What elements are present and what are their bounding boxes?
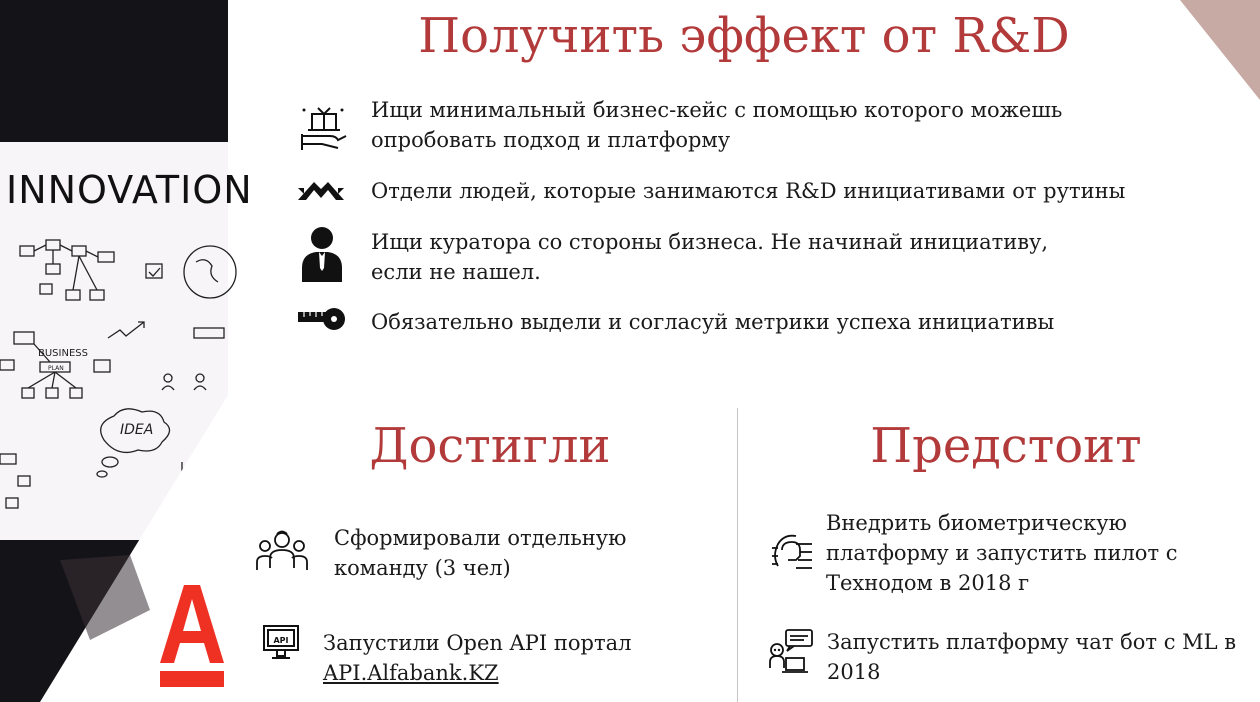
api-monitor-icon (262, 624, 300, 662)
svg-text:API: API (273, 636, 289, 645)
upcoming-text: Внедрить биометрическую (826, 511, 1127, 535)
board-title: INNOVATION (6, 168, 253, 212)
achieved-item-team (334, 523, 734, 583)
tip-text: если не нашел. (371, 260, 541, 284)
upcoming-text: Запустить платформу чат бот с ML в (827, 630, 1237, 654)
face-scan-icon (770, 530, 814, 574)
achieved-text: команду (3 чел) (334, 556, 511, 580)
tip-item (371, 176, 1231, 206)
upcoming-text: 2018 (827, 660, 881, 684)
business-label: BUSINESS (38, 348, 88, 359)
tip-item (371, 95, 1231, 155)
upcoming-item-chatbot (827, 627, 1247, 687)
tip-item (371, 307, 1231, 337)
tip-text: Ищи минимальный бизнес-кейс с помощью которого можешь (371, 98, 1063, 122)
tip-text: Отдели людей, которые занимаются R&D инициативами от рутины (371, 179, 1126, 203)
tip-text: опробовать подход и платформу (371, 128, 731, 152)
achieved-text: Сформировали отдельную (334, 526, 627, 550)
plan-label: PLAN (48, 365, 64, 372)
slide-title: Получить эффект от R&D (418, 8, 1070, 64)
upcoming-item-biometric (826, 508, 1246, 598)
achieved-heading: Достигли (369, 418, 611, 474)
chatbot-icon (768, 628, 816, 676)
alfa-logo (160, 585, 224, 687)
column-divider (737, 408, 738, 702)
achieved-item-api (323, 628, 733, 688)
idea-label: IDEA (120, 422, 154, 438)
businessman-icon (300, 226, 344, 282)
gift-hand-icon (298, 106, 348, 154)
tip-text: Ищи куратора со стороны бизнеса. Не начинай инициативу, (371, 230, 1049, 254)
split-arrows-icon (298, 176, 344, 204)
upcoming-heading: Предстоит (870, 418, 1142, 474)
team-icon (256, 528, 308, 572)
api-portal-link[interactable]: API.Alfabank.KZ (323, 661, 499, 685)
tape-measure-icon (298, 306, 346, 332)
tip-item (371, 227, 1231, 287)
tip-text: Обязательно выдели и согласуй метрики успеха инициативы (371, 310, 1055, 334)
achieved-text: Запустили Open API портал (323, 631, 632, 655)
upcoming-text: Технодом в 2018 г (826, 571, 1030, 595)
upcoming-text: платформу и запустить пилот с (826, 541, 1178, 565)
